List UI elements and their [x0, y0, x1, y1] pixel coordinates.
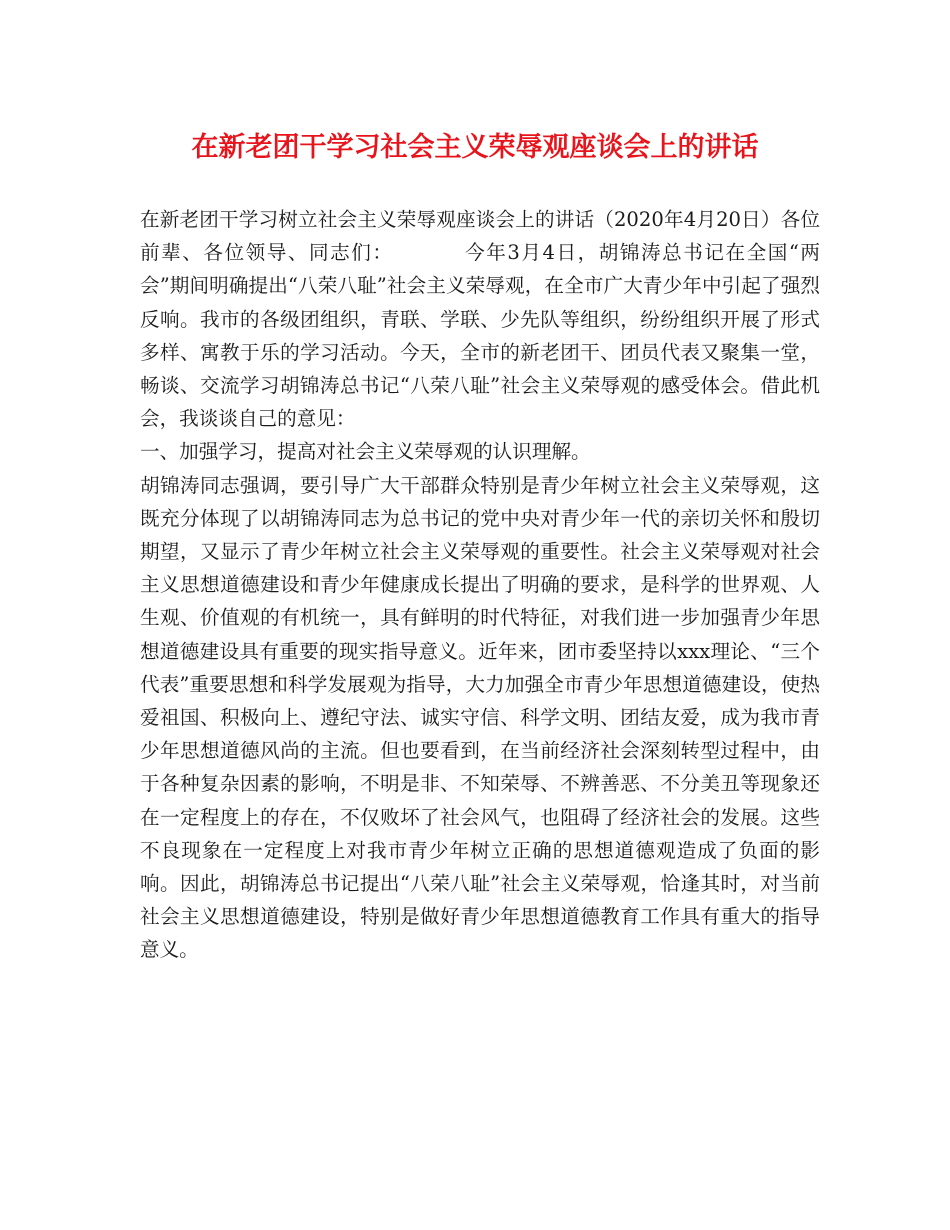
section-1-heading: 一、加强学习，提高对社会主义荣辱观的认识理解。	[140, 440, 591, 464]
intro-paragraph	[140, 203, 820, 435]
intro-heading: 在新老团干学习树立社会主义荣辱观座谈会上的讲话（2020年4月20日）	[140, 208, 781, 231]
opening-text: 今年3月4日，胡锦涛总书记在全国“两会”期间明确提出“八荣八耻”社会主义荣辱观，在全市广大青少年中引起了强烈反响。我市的各级团组织，青联、学联、少先队等组织，纷纷组织开展了形式多样、寓教于乐的学习活动。今天，全市的新老团干、团员代表又聚集一堂，畅谈、交流学习胡锦涛总书记“八荣八耻”社会主义荣辱观的感受体会。借此机会，我谈谈自己的意见：	[140, 241, 820, 431]
section-1-body: 胡锦涛同志强调，要引导广大干部群众特别是青少年树立社会主义荣辱观，这既充分体现了以胡锦涛同志为总书记的党中央对青少年一代的亲切关怀和殷切期望，又显示了青少年树立社会主义荣辱观的重要性。社会主义荣辱观对社会主义思想道德建设和青少年健康成长提出了明确的要求，是科学的世界观、人生观、价值观的有机统一，具有鲜明的时代特征，对我们进一步加强青少年思想道德建设具有重要的现实指导意义。近年来，团市委坚持以xxx理论、“三个代表”重要思想和科学发展观为指导，大力加强全市青少年思想道德建设，使热爱祖国、积极向上、遵纪守法、诚实守信、科学文明、团结友爱，成为我市青少年思想道德风尚的主流。但也要看到，在当前经济社会深刻转型过程中，由于各种复杂因素的影响，不明是非、不知荣辱、不辨善恶、不分美丑等现象还在一定程度上的存在，不仅败坏了社会风气，也阻碍了经济社会的发展。这些不良现象在一定程度上对我市青少年树立正确的思想道德观造成了负面的影响。因此，胡锦涛总书记提出“八荣八耻”社会主义荣辱观，恰逢其时，对当前社会主义思想道德建设，特别是做好青少年思想道德教育工作具有重大的指导意义。	[140, 473, 820, 962]
salutation: 各位前辈、各位领导、同志们：	[140, 208, 820, 265]
document-body	[140, 203, 820, 967]
document-title: 在新老团干学习社会主义荣辱观座谈会上的讲话	[191, 132, 759, 163]
